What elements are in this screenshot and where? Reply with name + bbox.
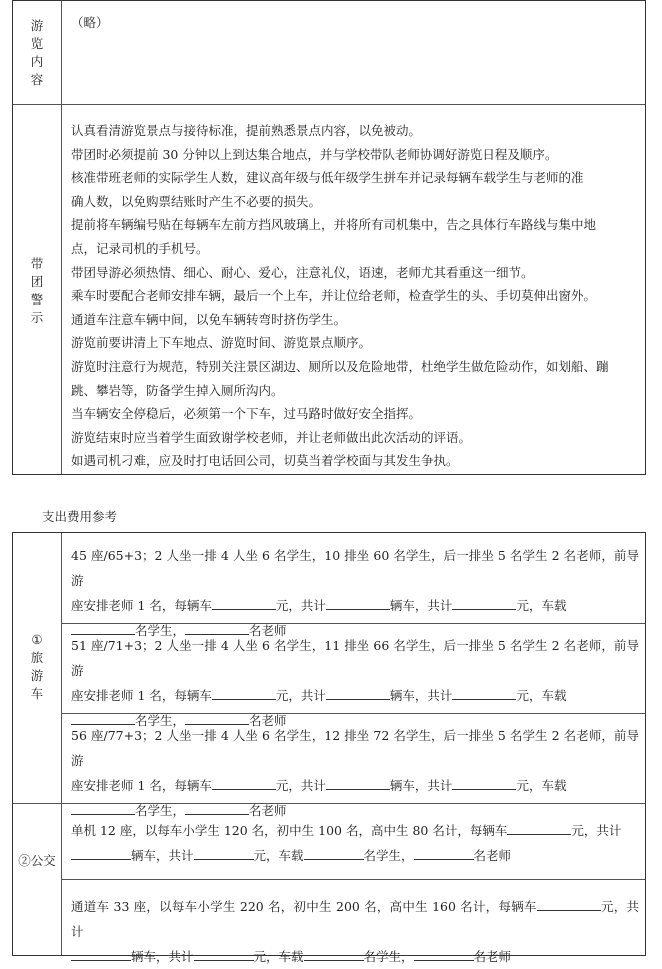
count-blank[interactable]: [71, 847, 131, 860]
price-blank[interactable]: [537, 898, 601, 911]
guide-table: [12, 0, 646, 475]
guide-note: 提前将车辆编号贴在每辆车左前方挡风玻璃上，并将所有司机集中，告之具体行车路线与集中地: [71, 217, 597, 233]
guide-note: 乘车时要配合老师安排车辆，最后一个上车，并让位给老师，检查学生的头、手切莫伸出窗外。: [71, 288, 597, 304]
count-blank[interactable]: [326, 687, 390, 700]
teachers-blank[interactable]: [185, 802, 249, 815]
guide-note: 游览前要讲清上下车地点、游览时间、游览景点顺序。: [71, 335, 372, 351]
tour-bus-option: 45 座/65+3；2 人坐一排 4 人坐 6 名学生，10 排坐 60 名学生，后一排坐 5 名学生 2 名老师，前导游 座安排老师 1 名，每辆车 元，共计 辆车，共计 元，车载 名学生， 名老师: [71, 548, 639, 638]
total-blank[interactable]: [452, 597, 516, 610]
guide-note: 当车辆安全停稳后，必须第一个下车，过马路时做好安全指挥。: [71, 406, 422, 422]
price-blank[interactable]: [212, 597, 276, 610]
tour-content-value: （略）: [71, 15, 109, 30]
public-bus-option: 单机 12 座，以每车小学生 120 名，初中生 100 名，高中生 80 名计，每辆车 元，共计 辆车，共计 元，车载 名学生， 名老师: [71, 823, 622, 863]
guide-note: 通道车注意车辆中间，以免车辆转弯时挤伤学生。: [71, 311, 347, 327]
count-blank[interactable]: [326, 597, 390, 610]
guide-note: 游览结束时应当着学生面致谢学校老师，并让老师做出此次活动的评语。: [71, 429, 472, 445]
students-blank[interactable]: [71, 802, 135, 815]
price-blank[interactable]: [507, 822, 571, 835]
students-blank[interactable]: [304, 847, 364, 860]
tour-content-row: [13, 1, 645, 105]
count-blank[interactable]: [326, 777, 390, 790]
tour-bus-label: ① 旅 游 车: [30, 632, 44, 701]
price-blank[interactable]: [212, 777, 276, 790]
total-blank[interactable]: [194, 847, 254, 860]
teachers-blank[interactable]: [414, 948, 474, 961]
count-blank[interactable]: [71, 948, 131, 961]
price-blank[interactable]: [212, 687, 276, 700]
guide-note: 认真看清游览景点与接待标准，提前熟悉景点内容，以免被动。: [71, 123, 422, 138]
tour-bus-option: 56 座/77+3；2 人坐一排 4 人坐 6 名学生，12 排坐 72 名学生，后一排坐 5 名学生 2 名老师，前导游 座安排老师 1 名，每辆车 元，共计 辆车，共计 元，车载 名学生， 名老师: [71, 728, 639, 818]
guide-note: 带团导游必须热情、细心、耐心、爱心，注意礼仪，语速，老师尤其看重这一细节。: [71, 264, 534, 280]
guide-notes-row: [13, 105, 645, 474]
guide-note: 点，记录司机的手机号。: [71, 240, 209, 256]
total-blank[interactable]: [452, 687, 516, 700]
public-bus-label: ②公交: [18, 853, 56, 868]
guide-note: 核准带班老师的实际学生人数，建议高年级与低年级学生拼车并记录每辆车载学生与老师的准: [71, 170, 584, 186]
public-bus-option: 通道车 33 座，以每车小学生 220 名，初中生 200 名，高中生 160 名计，每辆车 元，共计 辆车，共计 元，车载 名学生， 名老师: [71, 899, 639, 964]
expense-caption: 支出费用参考: [42, 509, 118, 524]
expense-table: [12, 532, 646, 964]
tour-content-label: 游 览 内 容: [30, 18, 44, 87]
guide-notes-list: [71, 119, 637, 473]
guide-note: 跳、攀岩等，防备学生掉入厕所沟内。: [71, 382, 284, 398]
guide-note: 如遇司机刁难，应及时打电话回公司，切莫当着学校面与其发生争执。: [71, 453, 459, 469]
teachers-blank[interactable]: [414, 847, 474, 860]
guide-note: 游览时注意行为规范，特别关注景区湖边、厕所以及危险地带，杜绝学生做危险动作，如划船、蹦: [71, 358, 609, 374]
students-blank[interactable]: [304, 948, 364, 961]
tour-bus-option: 51 座/71+3；2 人坐一排 4 人坐 6 名学生，11 排坐 66 名学生，后一排坐 5 名学生 2 名老师，前导游 座安排老师 1 名，每辆车 元，共计 辆车，共计 元，车载 名学生， 名老师: [71, 638, 639, 728]
total-blank[interactable]: [452, 777, 516, 790]
guide-notes-label: 带 团 警 示: [30, 256, 44, 325]
total-blank[interactable]: [194, 948, 254, 961]
guide-note: 带团时必须提前 30 分钟以上到达集合地点，并与学校带队老师协调好游览日程及顺序。: [71, 146, 558, 162]
guide-note: 确人数，以免购票结账时产生不必要的损失。: [71, 193, 322, 209]
